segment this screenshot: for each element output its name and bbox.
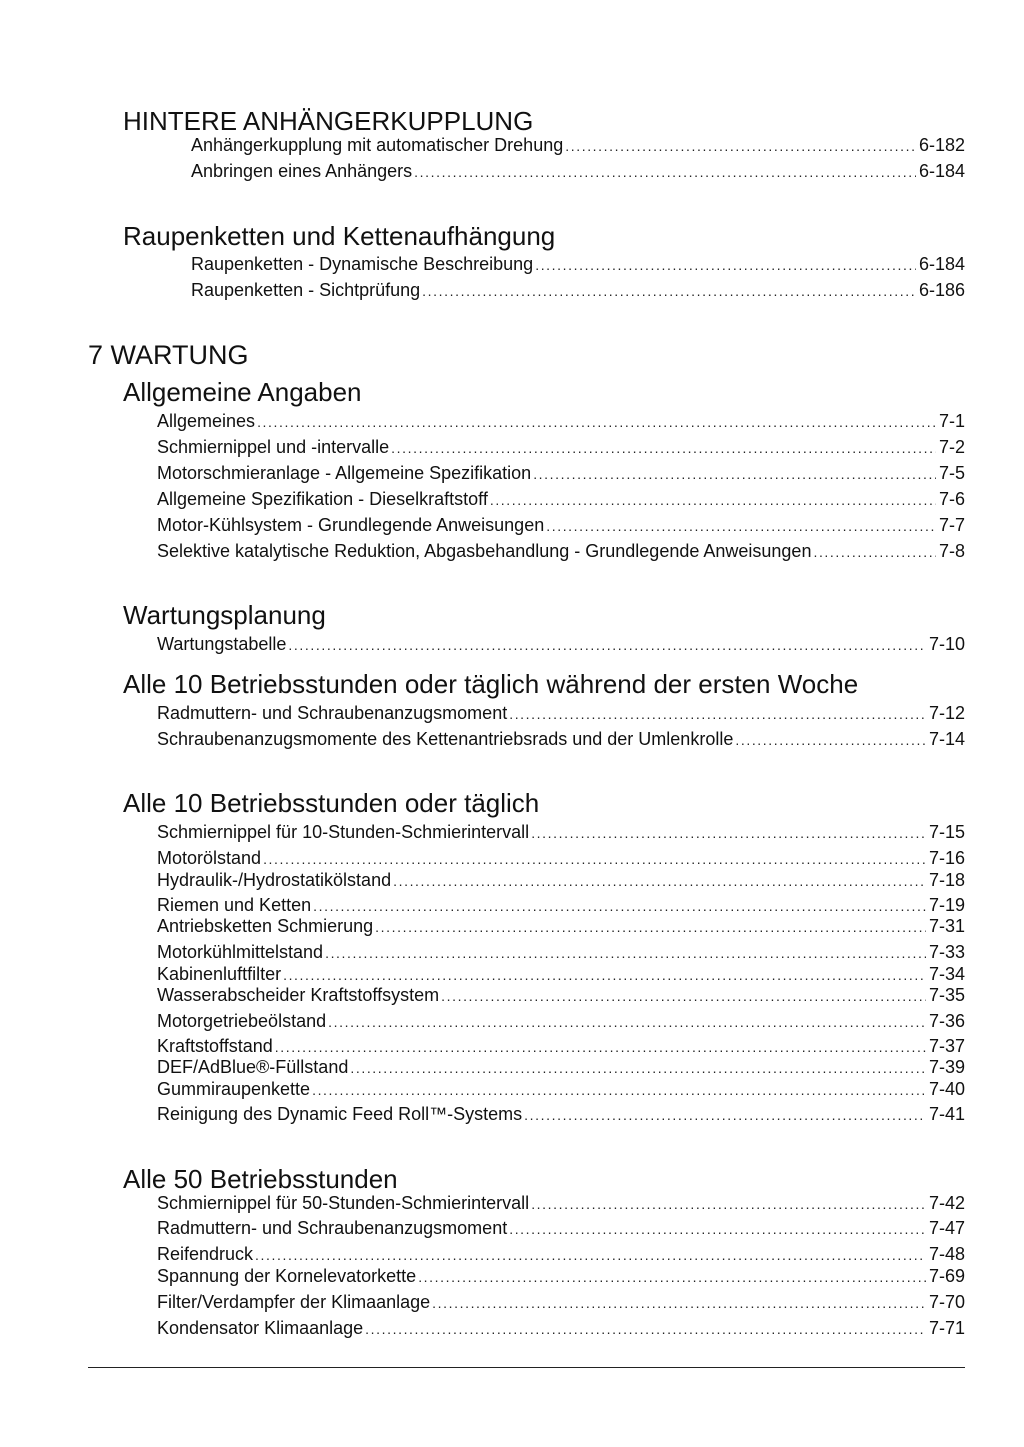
toc-entry[interactable] — [157, 1103, 965, 1125]
toc-entry-label: Kabinenluftfilter — [157, 964, 282, 984]
toc-entry-page: 7-31 — [928, 916, 965, 936]
section-heading: HINTERE ANHÄNGERKUPPLUNG — [123, 106, 534, 136]
section-heading: Raupenketten und Kettenaufhängung — [123, 221, 556, 251]
dot-leader — [283, 964, 926, 986]
toc-entry-page: 7-41 — [928, 1104, 965, 1124]
toc-entry[interactable] — [191, 253, 965, 275]
toc-entry[interactable] — [157, 540, 965, 562]
toc-entry-label: Wasserabscheider Kraftstoffsystem — [157, 985, 440, 1005]
toc-entry[interactable] — [157, 1078, 965, 1100]
toc-entry[interactable] — [157, 1035, 965, 1057]
toc-entry-label: Allgemeines — [157, 411, 256, 431]
toc-entry-label: Schmiernippel für 10-Stunden-Schmierintervall — [157, 822, 530, 842]
toc-entry[interactable] — [157, 847, 965, 869]
dot-leader — [288, 634, 926, 656]
toc-entry[interactable] — [157, 410, 965, 432]
toc-entry[interactable] — [191, 279, 965, 301]
toc-entry-page: 7-42 — [928, 1193, 965, 1213]
toc-entry[interactable] — [157, 436, 965, 458]
toc-entry[interactable] — [157, 1217, 965, 1239]
toc-entry[interactable] — [157, 1317, 965, 1339]
toc-entry-page: 7-7 — [938, 515, 965, 535]
toc-entry-label: Spannung der Kornelevatorkette — [157, 1266, 417, 1286]
dot-leader — [533, 463, 936, 485]
toc-entry-page: 7-10 — [928, 634, 965, 654]
toc-entry-page: 7-5 — [938, 463, 965, 483]
dot-leader — [490, 489, 936, 511]
dot-leader — [257, 411, 936, 433]
dot-leader — [263, 848, 926, 870]
toc-entry-label: Motorgetriebeölstand — [157, 1011, 327, 1031]
chapter-heading: 7 WARTUNG — [88, 340, 249, 370]
toc-entry-page: 7-40 — [928, 1079, 965, 1099]
toc-entry-page: 6-184 — [918, 254, 965, 274]
dot-leader — [365, 1318, 926, 1340]
toc-entry-label: Kraftstoffstand — [157, 1036, 273, 1056]
toc-entry-label: Antriebsketten Schmierung — [157, 916, 374, 936]
dot-leader — [350, 1057, 926, 1079]
toc-entry-label: Wartungstabelle — [157, 634, 287, 654]
dot-leader — [735, 729, 926, 751]
toc-entry-page: 7-33 — [928, 942, 965, 962]
dot-leader — [531, 822, 926, 844]
dot-leader — [325, 942, 926, 964]
toc-entry[interactable] — [157, 488, 965, 510]
dot-leader — [531, 1193, 926, 1215]
toc-entry-page: 7-37 — [928, 1036, 965, 1056]
toc-entry[interactable] — [157, 963, 965, 985]
toc-entry-label: Selektive katalytische Reduktion, Abgasbehandlung - Grundlegende Anweisungen — [157, 541, 812, 561]
section-heading: Alle 50 Betriebsstunden — [123, 1164, 398, 1194]
section-heading: Allgemeine Angaben — [123, 377, 362, 407]
dot-leader — [565, 135, 916, 157]
toc-entry[interactable] — [191, 160, 965, 182]
dot-leader — [255, 1244, 926, 1266]
dot-leader — [441, 985, 926, 1007]
toc-entry-label: Hydraulik-/Hydrostatikölstand — [157, 870, 392, 890]
dot-leader — [313, 895, 926, 917]
toc-entry-page: 7-14 — [928, 729, 965, 749]
toc-entry-label: Reifendruck — [157, 1244, 254, 1264]
dot-leader — [328, 1011, 926, 1033]
toc-entry-page: 7-12 — [928, 703, 965, 723]
toc-entry-label: Riemen und Ketten — [157, 895, 312, 915]
toc-entry[interactable] — [157, 915, 965, 937]
dot-leader — [535, 254, 916, 276]
toc-entry[interactable] — [157, 633, 965, 655]
toc-entry-page: 7-71 — [928, 1318, 965, 1338]
toc-entry-page: 7-6 — [938, 489, 965, 509]
toc-entry-label: Anbringen eines Anhängers — [191, 161, 413, 181]
toc-entry[interactable] — [157, 702, 965, 724]
toc-entry[interactable] — [157, 1265, 965, 1287]
toc-entry-page: 7-15 — [928, 822, 965, 842]
toc-entry[interactable] — [157, 821, 965, 843]
toc-entry-page: 7-19 — [928, 895, 965, 915]
section-heading: Wartungsplanung — [123, 600, 326, 630]
toc-entry-label: DEF/AdBlue®-Füllstand — [157, 1057, 349, 1077]
toc-entry-page: 6-186 — [918, 280, 965, 300]
dot-leader — [418, 1266, 926, 1288]
toc-entry-page: 7-70 — [928, 1292, 965, 1312]
toc-entry-label: Allgemeine Spezifikation - Dieselkraftstoff — [157, 489, 488, 509]
toc-entry-label: Radmuttern- und Schraubenanzugsmoment — [157, 1218, 508, 1238]
dot-leader — [312, 1079, 926, 1101]
toc-entry-page: 7-36 — [928, 1011, 965, 1031]
toc-entry-label: Raupenketten - Sichtprüfung — [191, 280, 421, 300]
toc-entry-page: 7-1 — [938, 411, 965, 431]
toc-entry-label: Anhängerkupplung mit automatischer Drehung — [191, 135, 564, 155]
toc-entry-label: Motor-Kühlsystem - Grundlegende Anweisungen — [157, 515, 545, 535]
toc-entry-label: Motorkühlmittelstand — [157, 942, 324, 962]
toc-entry-label: Schraubenanzugsmomente des Kettenantriebsrads und der Umlenkrolle — [157, 729, 734, 749]
toc-entry-page: 7-35 — [928, 985, 965, 1005]
dot-leader — [393, 870, 926, 892]
dot-leader — [546, 515, 936, 537]
toc-entry-label: Filter/Verdampfer der Klimaanlage — [157, 1292, 431, 1312]
dot-leader — [813, 541, 936, 563]
toc-entry[interactable] — [157, 894, 965, 916]
toc-entry-page: 7-16 — [928, 848, 965, 868]
toc-entry[interactable] — [157, 728, 965, 750]
dot-leader — [275, 1036, 926, 1058]
dot-leader — [391, 437, 936, 459]
toc-entry-label: Schmiernippel für 50-Stunden-Schmierintervall — [157, 1193, 530, 1213]
toc-entry-page: 7-8 — [938, 541, 965, 561]
toc-entry[interactable] — [157, 869, 965, 891]
toc-entry[interactable] — [157, 462, 965, 484]
toc-entry-page: 6-182 — [918, 135, 965, 155]
toc-entry-label: Reinigung des Dynamic Feed Roll™-Systems — [157, 1104, 523, 1124]
toc-entry-label: Raupenketten - Dynamische Beschreibung — [191, 254, 534, 274]
toc-entry-label: Motorölstand — [157, 848, 262, 868]
toc-entry[interactable] — [157, 1291, 965, 1313]
dot-leader — [375, 916, 926, 938]
toc-entry-label: Gummiraupenkette — [157, 1079, 311, 1099]
dot-leader — [509, 1218, 926, 1240]
toc-entry[interactable] — [157, 514, 965, 536]
toc-entry-page: 7-48 — [928, 1244, 965, 1264]
toc-entry-page: 7-2 — [938, 437, 965, 457]
toc-entry-page: 7-34 — [928, 964, 965, 984]
toc-entry-label: Kondensator Klimaanlage — [157, 1318, 364, 1338]
dot-leader — [509, 703, 926, 725]
toc-entry-page: 6-184 — [918, 161, 965, 181]
toc-entry[interactable] — [157, 1192, 965, 1214]
footer-rule — [88, 1367, 965, 1368]
toc-entry-page: 7-39 — [928, 1057, 965, 1077]
dot-leader — [524, 1104, 926, 1126]
toc-entry[interactable] — [191, 134, 965, 156]
toc-entry-label: Schmiernippel und -intervalle — [157, 437, 390, 457]
toc-entry-label: Motorschmieranlage - Allgemeine Spezifikation — [157, 463, 532, 483]
section-heading: Alle 10 Betriebsstunden oder täglich — [123, 788, 540, 818]
toc-entry-page: 7-47 — [928, 1218, 965, 1238]
toc-entry[interactable] — [157, 1010, 965, 1032]
toc-entry[interactable] — [157, 941, 965, 963]
dot-leader — [414, 161, 916, 183]
toc-entry-page: 7-69 — [928, 1266, 965, 1286]
toc-entry-label: Radmuttern- und Schraubenanzugsmoment — [157, 703, 508, 723]
dot-leader — [422, 280, 916, 302]
toc-entry[interactable] — [157, 1243, 965, 1265]
toc-entry[interactable] — [157, 1056, 965, 1078]
section-heading: Alle 10 Betriebsstunden oder täglich während der ersten Woche — [123, 669, 859, 699]
toc-entry[interactable] — [157, 984, 965, 1006]
dot-leader — [432, 1292, 926, 1314]
toc-entry-page: 7-18 — [928, 870, 965, 890]
